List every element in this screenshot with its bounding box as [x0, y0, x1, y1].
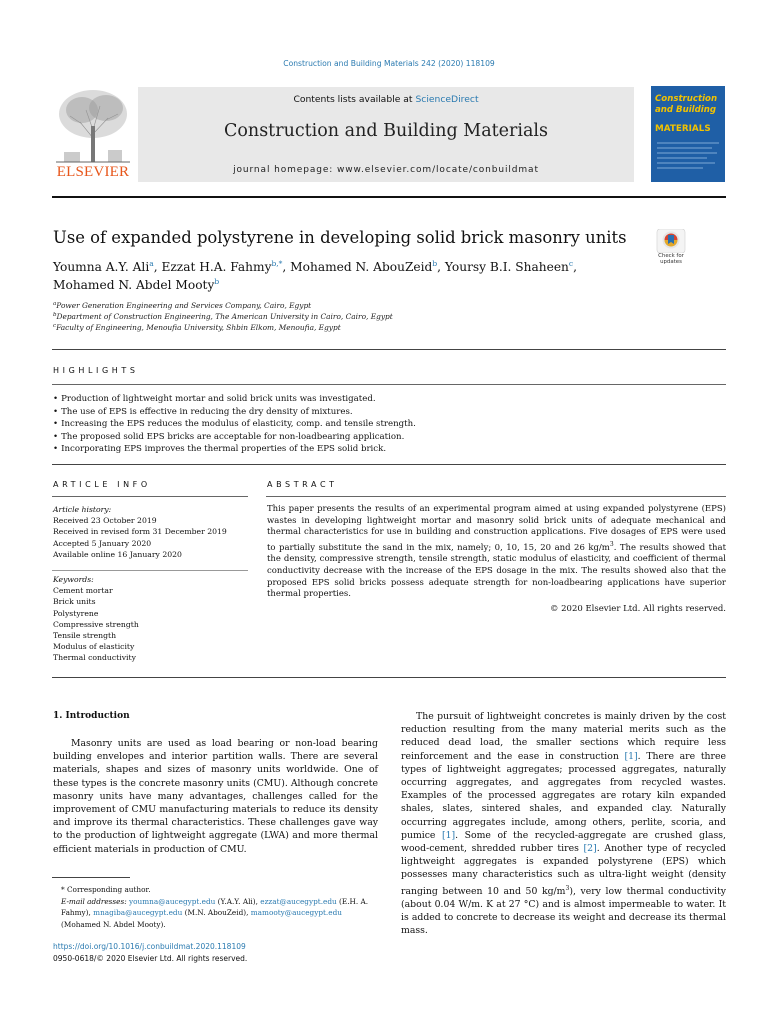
keyword: Modulus of elasticity	[53, 642, 135, 652]
author-name: Mohamed N. Abdel Mooty	[53, 278, 215, 292]
section-divider	[52, 349, 726, 350]
history-entry: Received 23 October 2019	[53, 516, 157, 526]
footnotes	[53, 884, 378, 930]
author-list-line-2	[53, 277, 219, 292]
section-divider	[52, 464, 726, 465]
keyword: Brick units	[53, 597, 96, 607]
elsevier-wordmark: ELSEVIER	[56, 164, 130, 180]
journal-reference-link[interactable]: Construction and Building Materials 242 (2020) 118109	[283, 59, 495, 68]
keyword: Thermal conductivity	[53, 653, 136, 663]
cover-subtitle: MATERIALS	[655, 124, 711, 134]
email-link[interactable]: mamooty@aucegypt.edu	[250, 908, 342, 918]
section-divider	[52, 384, 726, 385]
highlights-list	[53, 393, 693, 456]
email-link[interactable]: ezzat@aucegypt.edu	[260, 896, 337, 906]
email-link[interactable]: mnagiba@aucegypt.edu	[93, 908, 183, 918]
author-affiliation-mark[interactable]: b	[432, 259, 438, 268]
keywords-label: Keywords:	[53, 575, 94, 584]
affiliation: $^c$Faculty of Engineering, Menoufia University, Shbin Elkom, Menoufia, Egypt	[53, 323, 341, 332]
journal-cover-thumbnail[interactable]	[651, 86, 725, 182]
author-name: Mohamed N. AbouZeid	[290, 260, 433, 274]
elsevier-tree-icon	[52, 86, 134, 164]
email-link[interactable]: youmna@aucegypt.edu	[129, 896, 216, 906]
issn-copyright: 0950-0618/© 2020 Elsevier Ltd. All rights reserved.	[53, 954, 248, 963]
history-label: Article history:	[53, 505, 112, 514]
author-name: Youmna A.Y. Ali	[53, 260, 150, 274]
keyword: Compressive strength	[53, 619, 139, 629]
author-name: Yoursy B.I. Shaheen	[444, 260, 569, 274]
author-list-line-1: Youmna A.Y. Ali$^a$, Ezzat H.A. Fahmy$^{b,*}$, Mohamed N. AbouZeid$^b$, Yoursy B.I. Shaheen$^c$,	[53, 259, 577, 274]
crossmark-icon	[651, 229, 691, 253]
section-divider	[52, 677, 726, 678]
journal-title: Construction and Building Materials	[224, 121, 548, 141]
history-entry: Available online 16 January 2020	[53, 549, 182, 559]
sciencedirect-link[interactable]: ScienceDirect	[415, 94, 479, 105]
reference-link[interactable]: [1]	[441, 829, 456, 841]
keywords-divider	[52, 570, 248, 571]
keyword: Cement mortar	[53, 586, 113, 596]
journal-homepage-link[interactable]: www.elsevier.com/locate/conbuildmat	[337, 165, 539, 175]
highlights-heading: HIGHLIGHTS	[53, 366, 139, 375]
abstract-divider	[266, 496, 726, 497]
corresponding-author-note: * Corresponding author.	[61, 885, 151, 894]
keyword: Polystyrene	[53, 608, 99, 618]
reference-link[interactable]: [1]	[624, 750, 638, 762]
keywords-list	[53, 574, 249, 664]
author-name: Ezzat H.A. Fahmy	[161, 260, 272, 274]
introduction-paragraph-2: The pursuit of lightweight concretes is mainly driven by the cost reduction resulting from the many material merits such as the reduced dead load, the smaller sections which require less reinforcement and the ease in construction [1]. There are three types of lightweight aggregates; processed aggregates, naturally occurring aggregates, and aggregates from recycled wastes. Examples of the processed aggregates are rotary kiln expanded shales, slates, sintered shales, and expanded clay. Naturally occurring aggregates include, among others, perlite, scoria, and pumice [1]. Some of the recycled-aggregate are crushed glass, wood-cement, shredded rubber tires [2]. Another type of recycled lightweight aggregates is expanded polystyrene (EPS) which possesses many characteristics such as ultra-light weight (density ranging between 10 and 50 $kg/m^3$), very low thermal conductivity (about 0.04 W/m. K at 27 °C) and is almost impermeable to water. It is added to concrete to decrease its weight and decrease its thermal mass.	[401, 711, 726, 937]
introduction-heading: 1. Introduction	[53, 711, 130, 721]
highlight-item: • Incorporating EPS improves the thermal properties of the EPS solid brick.	[53, 443, 693, 456]
footnote-divider	[52, 877, 130, 878]
author-affiliation-mark[interactable]: b	[214, 277, 220, 286]
highlight-item: • Increasing the EPS reduces the modulus of elasticity, comp. and tensile strength.	[53, 418, 693, 431]
article-info-divider	[52, 496, 248, 497]
author-affiliation-mark[interactable]: a	[149, 259, 154, 268]
highlight-item: • The use of EPS is effective in reducing the dry density of mixtures.	[53, 406, 693, 419]
history-entry: Accepted 5 January 2020	[53, 538, 152, 548]
article-history	[53, 504, 249, 560]
reference-link[interactable]: [2]	[583, 843, 597, 855]
abstract-text: This paper presents the results of an experimental program aimed at using expanded polystyrene (EPS) wastes in developing lightweight mortar and masonry solid brick units of adequate mechanical and thermal characteristics for use in building and construction applications. Five dosages of EPS were used to partially substitute the sand in the mix, namely; 0, 10, 15, 20 and 26 $kg/m^3$. The results showed that the density, compressive strength, tensile strength, static modulus of elasticity, and coefficient of thermal conductivity decrease with the increase of the EPS dosage in the mix. The results showed also that the proposed EPS solid bricks possess adequate strength for non-loadbearing applications have superior thermal properties.	[267, 504, 726, 600]
email-addresses: E-mail addresses: youmna@aucegypt.edu (Y.A.Y. Ali), ezzat@aucegypt.edu (E.H. A. Fahmy), mnagiba@aucegypt.edu (M.N. AbouZeid), mamooty@aucegypt.edu (Mohamed N. Abdel Mooty).	[61, 896, 369, 929]
check-for-updates-label: Check for updates	[658, 253, 684, 265]
affiliation: $^a$Power Generation Engineering and Services Company, Cairo, Egypt	[53, 301, 312, 310]
history-entry: Received in revised form 31 December 2019	[53, 527, 227, 537]
cover-title: Construction and Building	[655, 94, 718, 115]
abstract-copyright: © 2020 Elsevier Ltd. All rights reserved.	[549, 604, 726, 614]
introduction-paragraph: Masonry units are used as load bearing or non-load bearing building envelopes and interior partition walls. There are several materials, shapes and sizes of masonry units worldwide. One of these types is the concrete masonry units (CMU). Although concrete masonry units have many advantages, challenges called for the improvement of CMU manufacturing materials to reduce its density and improve its thermal characteristics. These challenges gave way to the production of lightweight aggregate (LWA) and more thermal efficient materials in production of CMU.	[53, 738, 378, 855]
highlight-item: • The proposed solid EPS bricks are acceptable for non-loadbearing application.	[53, 431, 693, 444]
header-divider	[52, 196, 726, 198]
article-info-heading: ARTICLE INFO	[53, 480, 151, 489]
contents-available-line: Contents lists available at ScienceDirect	[293, 94, 479, 105]
cover-decoration-icon	[657, 140, 719, 176]
affiliation: $^b$Department of Construction Engineering, The American University in Cairo, Cairo, Egypt	[53, 312, 393, 321]
author-affiliation-mark[interactable]: b,*	[271, 259, 283, 268]
abstract-heading: ABSTRACT	[267, 480, 338, 489]
keyword: Tensile strength	[53, 631, 117, 641]
journal-homepage-line: journal homepage: www.elsevier.com/locate/conbuildmat	[233, 165, 539, 175]
highlight-item: • Production of lightweight mortar and solid brick units was investigated.	[53, 393, 693, 406]
paper-title: Use of expanded polystyrene in developing solid brick masonry units	[53, 228, 627, 247]
doi-link[interactable]: https://doi.org/10.1016/j.conbuildmat.2020.118109	[53, 942, 246, 951]
author-affiliation-mark[interactable]: c	[568, 259, 574, 268]
